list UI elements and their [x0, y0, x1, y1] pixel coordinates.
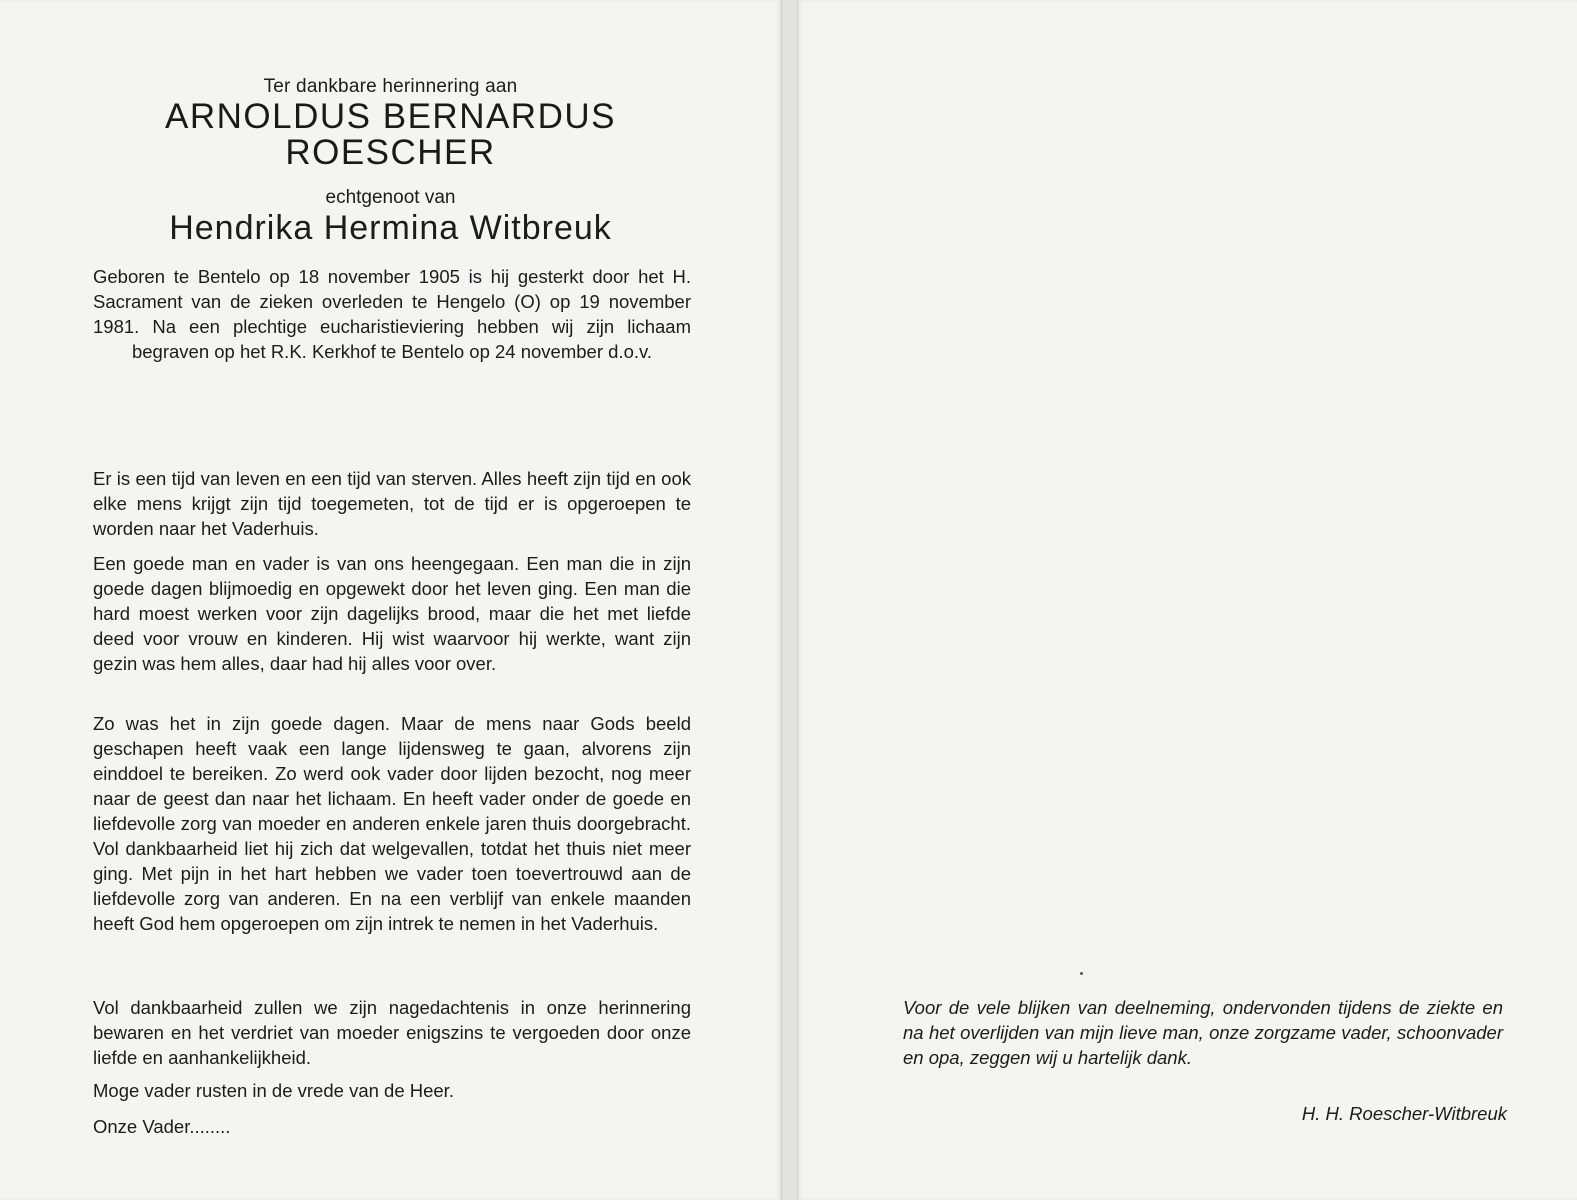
deceased-first-names: ARNOLDUS BERNARDUS: [165, 97, 616, 136]
paragraph-text: Een goede man en vader is van ons heengegaan. Een man die in zijn goede dagen blijmoedig en opgewekt door het leven ging. Een man die hard moest werken voor zijn dagelijks brood, maar die het met liefde deed voor vrouw en kinderen. Hij wist waarvoor hij werkte, want zijn gezin was hem alles, daar had hij alles voor over.: [93, 553, 691, 674]
paragraph-text: Moge vader rusten in de vrede van de Heer.: [93, 1080, 454, 1101]
memorial-paragraph: [93, 466, 691, 541]
biography-paragraph: [93, 264, 691, 364]
memorial-paragraph: [93, 711, 691, 936]
paper-speck: [1080, 972, 1083, 975]
memorial-paragraph: [93, 551, 691, 676]
paragraph-text: Onze Vader........: [93, 1116, 231, 1137]
paragraph-text: Zo was het in zijn goede dagen. Maar de mens naar Gods beeld geschapen heeft vaak een lange lijdensweg te gaan, alvorens zijn einddoel te bereiken. Zo werd ook vader door lijden bezocht, nog meer naar de geest dan naar het lichaam. En heeft vader onder de goede en liefdevolle zorg van moeder en anderen enkele jaren thuis doorgebracht. Vol dankbaarheid liet hij zich dat welgevallen, totdat het thuis niet meer ging. Met pijn in het hart hebben we vader toen toevertrouwd aan de liefdevolle zorg van anderen. En na een verblijf van enkele maanden heeft God hem opgeroepen om zijn intrek te nemen in het Vaderhuis.: [93, 713, 691, 934]
memorial-card-left-page: [0, 0, 781, 1200]
prayer-line: [93, 1078, 691, 1103]
spouse-name: Hendrika Hermina Witbreuk: [169, 209, 612, 247]
thank-you-note: Voor de vele blijken van deelneming, ondervonden tijdens de ziekte en na het overlijden van mijn lieve man, onze zorgzame vader, schoonvader en opa, zeggen wij u hartelijk dank.: [903, 997, 1503, 1068]
intro-line: Ter dankbare herinnering aan: [263, 76, 518, 97]
signature-line: H. H. Roescher-Witbreuk: [1301, 1103, 1507, 1124]
deceased-name: [0, 99, 781, 171]
card-fold-gutter: [781, 0, 798, 1200]
paragraph-text: Er is een tijd van leven en een tijd van sterven. Alles heeft zijn tijd en ook elke mens krijgt zijn tijd toegemeten, tot de tijd er is opgeroepen te worden naar het Vaderhuis.: [93, 468, 691, 539]
biography-text: Geboren te Bentelo op 18 november 1905 is hij gesterkt door het H. Sacrament van de zieken overleden te Hengelo (O) op 19 november 1981. Na een plechtige eucharistieviering hebben wij zijn lichaam begraven op het R.K. Kerkhof te Bentelo op 24 november d.o.v.: [93, 266, 691, 362]
our-father-line: [93, 1114, 691, 1139]
paragraph-text: Vol dankbaarheid zullen we zijn nagedachtenis in onze herinnering bewaren en het verdriet van moeder enigszins te vergoeden door onze liefde en aanhankelijkheid.: [93, 997, 691, 1068]
memorial-paragraph: [93, 995, 691, 1070]
memorial-card-right-page: [798, 0, 1577, 1200]
deceased-surname: ROESCHER: [285, 133, 496, 172]
spouse-intro: echtgenoot van: [325, 187, 456, 208]
